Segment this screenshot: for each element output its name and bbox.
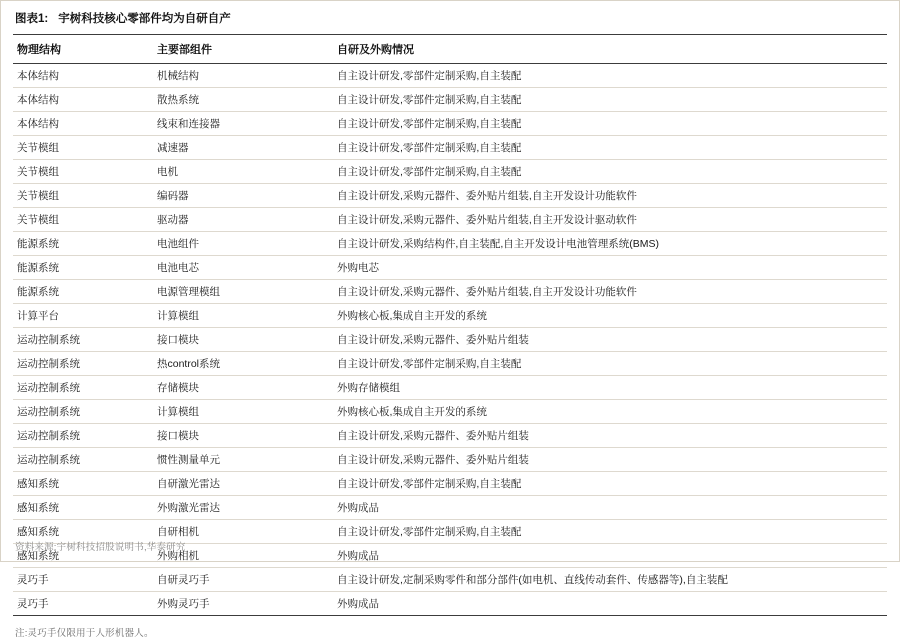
table-row — [13, 376, 887, 400]
table-row — [13, 328, 887, 352]
table-row — [13, 208, 887, 232]
cell-sourcing: 自主设计研发,采购元器件、委外贴片组装,自主开发设计功能软件 — [333, 280, 887, 304]
table-row — [13, 88, 887, 112]
cell-structure: 灵巧手 — [13, 568, 153, 592]
cell-component: 自研相机 — [153, 520, 333, 544]
table-head — [13, 35, 887, 64]
cell-sourcing: 外购成品 — [333, 592, 887, 616]
cell-component: 接口模块 — [153, 328, 333, 352]
table-body — [13, 64, 887, 616]
table-row — [13, 568, 887, 592]
table-row — [13, 232, 887, 256]
cell-structure: 关节模组 — [13, 160, 153, 184]
cell-structure: 运动控制系统 — [13, 328, 153, 352]
cell-component: 机械结构 — [153, 64, 333, 88]
table-row — [13, 592, 887, 616]
footnote: 注:灵巧手仅限用于人形机器人。 — [15, 628, 154, 639]
cell-structure: 本体结构 — [13, 88, 153, 112]
cell-sourcing: 外购电芯 — [333, 256, 887, 280]
cell-structure: 运动控制系统 — [13, 352, 153, 376]
cell-structure: 关节模组 — [13, 208, 153, 232]
cell-component: 编码器 — [153, 184, 333, 208]
cell-component: 散热系统 — [153, 88, 333, 112]
cell-sourcing: 自主设计研发,零部件定制采购,自主装配 — [333, 160, 887, 184]
components-table — [13, 35, 887, 616]
exhibit-title-bar — [13, 1, 887, 35]
cell-component: 线束和连接器 — [153, 112, 333, 136]
cell-component: 电源管理模组 — [153, 280, 333, 304]
cell-sourcing: 外购存储模组 — [333, 376, 887, 400]
cell-component: 电池电芯 — [153, 256, 333, 280]
cell-structure: 能源系统 — [13, 232, 153, 256]
cell-component: 惯性测量单元 — [153, 448, 333, 472]
table-row — [13, 280, 887, 304]
cell-structure: 感知系统 — [13, 544, 153, 568]
table-header-row — [13, 35, 887, 64]
cell-structure: 灵巧手 — [13, 592, 153, 616]
table-row — [13, 472, 887, 496]
cell-component: 驱动器 — [153, 208, 333, 232]
cell-component: 外购相机 — [153, 544, 333, 568]
cell-component: 计算模组 — [153, 400, 333, 424]
cell-sourcing: 自主设计研发,采购元器件、委外贴片组装,自主开发设计功能软件 — [333, 184, 887, 208]
cell-sourcing: 自主设计研发,采购结构件,自主装配,自主开发设计电池管理系统(BMS) — [333, 232, 887, 256]
cell-sourcing: 外购核心板,集成自主开发的系统 — [333, 400, 887, 424]
cell-structure: 本体结构 — [13, 112, 153, 136]
cell-component: 自研激光雷达 — [153, 472, 333, 496]
cell-structure: 本体结构 — [13, 64, 153, 88]
cell-sourcing: 自主设计研发,零部件定制采购,自主装配 — [333, 64, 887, 88]
cell-sourcing: 自主设计研发,采购元器件、委外贴片组装 — [333, 328, 887, 352]
cell-component: 计算模组 — [153, 304, 333, 328]
table-row — [13, 64, 887, 88]
cell-structure: 运动控制系统 — [13, 400, 153, 424]
cell-sourcing: 外购核心板,集成自主开发的系统 — [333, 304, 887, 328]
table-row — [13, 304, 887, 328]
cell-structure: 关节模组 — [13, 184, 153, 208]
table-row — [13, 136, 887, 160]
cell-component: 自研灵巧手 — [153, 568, 333, 592]
cell-sourcing: 外购成品 — [333, 544, 887, 568]
cell-component: 电池组件 — [153, 232, 333, 256]
cell-sourcing: 自主设计研发,零部件定制采购,自主装配 — [333, 352, 887, 376]
cell-structure: 感知系统 — [13, 496, 153, 520]
table-row — [13, 112, 887, 136]
column-header-sourcing: 自研及外购情况 — [333, 35, 887, 64]
cell-sourcing: 自主设计研发,零部件定制采购,自主装配 — [333, 472, 887, 496]
cell-component: 外购激光雷达 — [153, 496, 333, 520]
table-row — [13, 424, 887, 448]
cell-sourcing: 自主设计研发,采购元器件、委外贴片组装,自主开发设计驱动软件 — [333, 208, 887, 232]
cell-component: 热control系统 — [153, 352, 333, 376]
cell-sourcing: 自主设计研发,零部件定制采购,自主装配 — [333, 520, 887, 544]
cell-sourcing: 自主设计研发,零部件定制采购,自主装配 — [333, 136, 887, 160]
source-line: 资料来源:宇树科技招股说明书,华泰研究 — [15, 542, 186, 553]
cell-structure: 感知系统 — [13, 472, 153, 496]
cell-structure: 计算平台 — [13, 304, 153, 328]
cell-component: 电机 — [153, 160, 333, 184]
cell-structure: 感知系统 — [13, 520, 153, 544]
cell-structure: 能源系统 — [13, 280, 153, 304]
cell-sourcing: 外购成品 — [333, 496, 887, 520]
cell-structure: 运动控制系统 — [13, 376, 153, 400]
cell-component: 存储模块 — [153, 376, 333, 400]
cell-sourcing: 自主设计研发,采购元器件、委外贴片组装 — [333, 424, 887, 448]
column-header-component: 主要部组件 — [153, 35, 333, 64]
exhibit-title: 宇树科技核心零部件均为自研自产 — [58, 13, 231, 25]
table-row — [13, 352, 887, 376]
cell-sourcing: 自主设计研发,采购元器件、委外贴片组装 — [333, 448, 887, 472]
cell-structure: 运动控制系统 — [13, 448, 153, 472]
table-row — [13, 448, 887, 472]
table-row — [13, 184, 887, 208]
column-header-structure: 物理结构 — [13, 35, 153, 64]
table-row — [13, 496, 887, 520]
table-row — [13, 400, 887, 424]
cell-sourcing: 自主设计研发,定制采购零件和部分部件(如电机、直线传动套件、传感器等),自主装配 — [333, 568, 887, 592]
cell-structure: 关节模组 — [13, 136, 153, 160]
table-row — [13, 256, 887, 280]
cell-structure: 运动控制系统 — [13, 424, 153, 448]
cell-sourcing: 自主设计研发,零部件定制采购,自主装配 — [333, 88, 887, 112]
cell-component: 减速器 — [153, 136, 333, 160]
cell-component: 接口模块 — [153, 424, 333, 448]
cell-sourcing: 自主设计研发,零部件定制采购,自主装配 — [333, 112, 887, 136]
cell-structure: 能源系统 — [13, 256, 153, 280]
table-row — [13, 160, 887, 184]
exhibit-label: 图表1: — [15, 13, 49, 25]
cell-component: 外购灵巧手 — [153, 592, 333, 616]
